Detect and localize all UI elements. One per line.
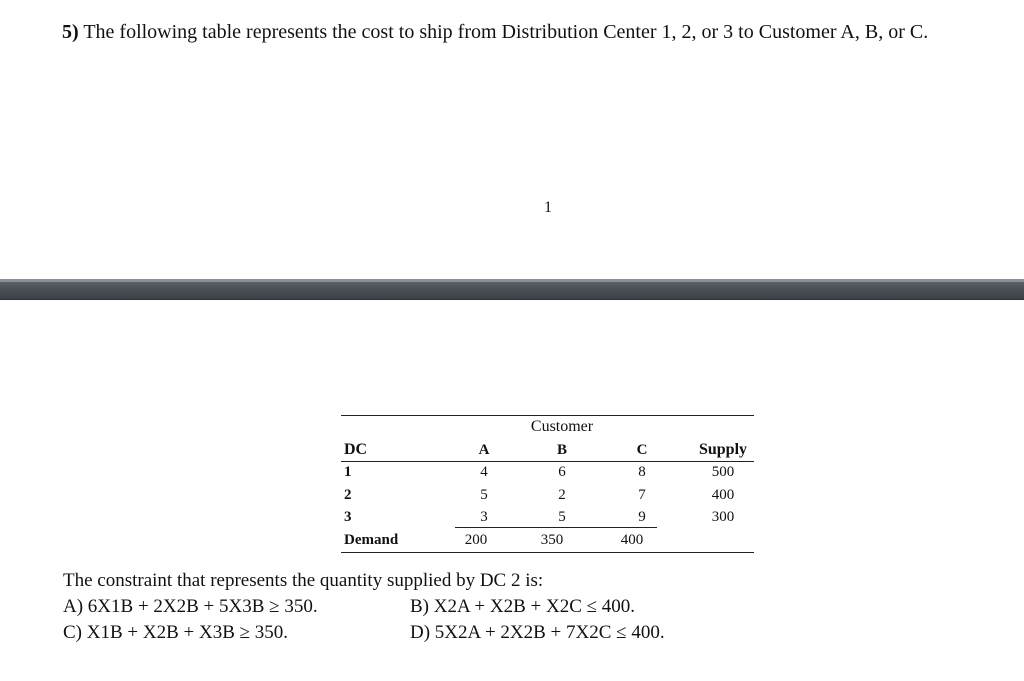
table-top-rule bbox=[341, 415, 754, 416]
table-header-rule bbox=[341, 461, 754, 462]
customer-header: Customer bbox=[530, 418, 594, 435]
option-a[interactable]: A) 6X1B + 2X2B + 5X3B ≥ 350. bbox=[63, 596, 318, 617]
question-body: The following table represents the cost to ship from Distribution Center 1, 2, or 3 to Customer A, B, or C. bbox=[83, 21, 929, 43]
cost-3-c: 9 bbox=[638, 509, 646, 525]
question-text bbox=[62, 21, 928, 44]
demand-c: 400 bbox=[620, 532, 644, 548]
option-d[interactable]: D) 5X2A + 2X2B + 7X2C ≤ 400. bbox=[410, 622, 665, 643]
cost-2-c: 7 bbox=[638, 487, 646, 503]
supply-3: 300 bbox=[711, 509, 735, 525]
column-header-a: A bbox=[478, 442, 490, 458]
column-header-c: C bbox=[636, 442, 648, 458]
supply-header: Supply bbox=[698, 441, 748, 458]
dc-3-label: 3 bbox=[344, 509, 352, 525]
demand-a: 200 bbox=[464, 532, 488, 548]
dc-2-label: 2 bbox=[344, 487, 352, 503]
dc-header: DC bbox=[344, 441, 368, 458]
option-b[interactable]: B) X2A + X2B + X2C ≤ 400. bbox=[410, 596, 636, 617]
table-bottom-rule bbox=[341, 552, 754, 553]
demand-label: Demand bbox=[344, 532, 399, 548]
supply-2: 400 bbox=[711, 487, 735, 503]
cost-1-b: 6 bbox=[558, 464, 566, 480]
cost-2-a: 5 bbox=[480, 487, 488, 503]
demand-b: 350 bbox=[540, 532, 564, 548]
table-cost-rule bbox=[455, 527, 657, 528]
cost-3-b: 5 bbox=[558, 509, 566, 525]
cost-2-b: 2 bbox=[558, 487, 566, 503]
supply-1: 500 bbox=[711, 464, 735, 480]
cost-3-a: 3 bbox=[480, 509, 488, 525]
cost-1-a: 4 bbox=[480, 464, 488, 480]
question-number: 5) bbox=[62, 21, 79, 43]
cost-1-c: 8 bbox=[638, 464, 646, 480]
option-c[interactable]: C) X1B + X2B + X3B ≥ 350. bbox=[63, 622, 289, 643]
constraint-prompt: The constraint that represents the quantity supplied by DC 2 is: bbox=[63, 570, 544, 591]
dc-1-label: 1 bbox=[344, 464, 352, 480]
page-break-bar bbox=[0, 279, 1024, 300]
column-header-b: B bbox=[556, 442, 568, 458]
page-number: 1 bbox=[544, 199, 552, 216]
